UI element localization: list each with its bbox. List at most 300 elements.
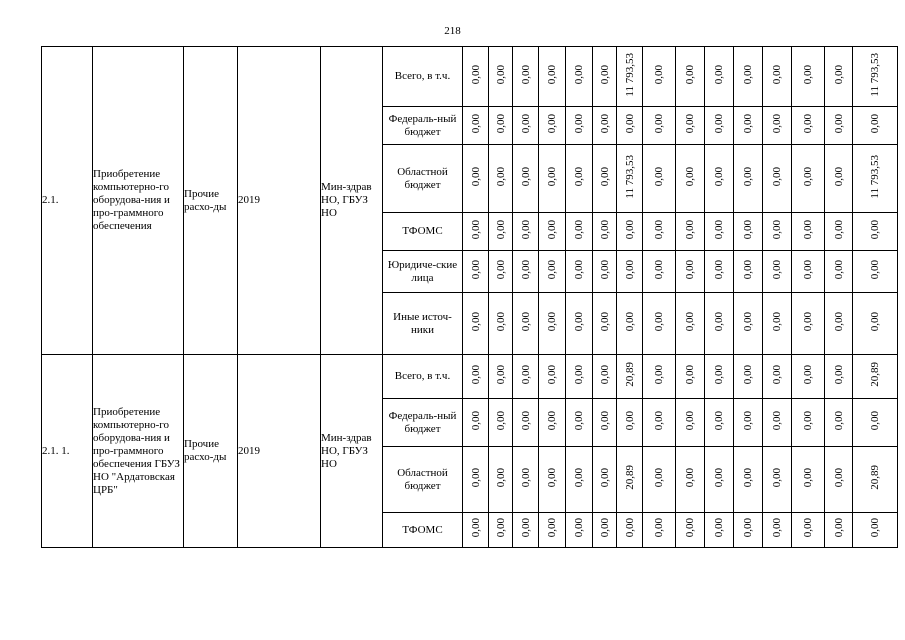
amount-value: 0,00 [713,166,725,187]
amount-value: 0,00 [742,113,754,134]
amount-value: 0,00 [832,219,845,240]
amount-cell [643,399,676,447]
amount-value: 0,00 [713,113,725,134]
amount-cell [792,447,825,513]
amount-cell [566,355,593,399]
amount-cell [539,447,566,513]
amount-value: 0,00 [771,166,783,187]
amount-cell [853,145,898,213]
amount-cell [539,47,566,107]
amount-cell [593,293,617,355]
amount-value: 0,00 [573,311,585,332]
amount-cell [853,355,898,399]
amount-value: 0,00 [832,364,845,385]
amount-cell [825,293,853,355]
amount-value: 0,00 [653,64,665,85]
amount-cell [566,47,593,107]
amount-cell [734,399,763,447]
page-number: 218 [444,25,461,37]
amount-value: 0,00 [653,219,665,240]
amount-cell [463,513,489,548]
amount-value: 0,00 [494,410,507,431]
amount-cell [734,355,763,399]
amount-cell [489,293,513,355]
amount-value: 0,00 [469,467,482,488]
amount-cell [853,513,898,548]
amount-cell [513,355,539,399]
amount-cell [825,107,853,145]
year: 2019 [238,47,321,355]
amount-cell [763,513,792,548]
amount-value: 0,00 [742,410,754,431]
amount-cell [617,145,643,213]
amount-value: 0,00 [623,311,636,332]
amount-cell [792,107,825,145]
amount-value: 0,00 [713,410,725,431]
funding-source: Всего, в т.ч. [383,355,463,399]
amount-value: 0,00 [653,166,665,187]
amount-cell [792,213,825,251]
amount-value: 0,00 [653,518,665,538]
amount-cell [513,213,539,251]
amount-value: 0,00 [742,311,754,332]
amount-cell [705,447,734,513]
amount-value: 0,00 [653,259,665,280]
amount-value: 0,00 [653,113,665,134]
amount-cell [676,251,705,293]
funding-source: Иные источ-ники [383,293,463,355]
amount-cell [489,145,513,213]
amount-value: 0,00 [546,166,558,187]
amount-value: 0,00 [869,518,881,538]
amount-value: 0,00 [802,64,814,85]
amount-cell [763,213,792,251]
amount-cell [539,513,566,548]
amount-cell [763,447,792,513]
amount-value: 0,00 [519,410,532,431]
amount-cell [763,251,792,293]
amount-value: 0,00 [684,467,696,488]
amount-cell [513,399,539,447]
amount-cell [463,47,489,107]
amount-value: 0,00 [653,311,665,332]
amount-value: 0,00 [623,410,636,431]
item-name: Приобретение компьютерно-го оборудова-ния и про-граммного обеспечения [93,47,184,355]
amount-cell [463,293,489,355]
executor: Мин-здрав НО, ГБУЗ НО [321,355,383,548]
amount-value: 0,00 [519,467,532,488]
amount-value: 0,00 [494,518,507,538]
amount-value: 11 793,53 [623,52,636,97]
amount-value: 0,00 [832,467,845,488]
amount-value: 0,00 [742,364,754,385]
amount-cell [734,251,763,293]
amount-cell [566,447,593,513]
amount-value: 0,00 [713,219,725,240]
amount-value: 0,00 [573,219,585,240]
amount-cell [643,47,676,107]
amount-value: 0,00 [802,219,814,240]
amount-value: 0,00 [771,219,783,240]
amount-value: 0,00 [742,259,754,280]
amount-value: 0,00 [802,166,814,187]
amount-cell [643,251,676,293]
amount-value: 0,00 [771,113,783,134]
amount-cell [853,213,898,251]
amount-cell [593,107,617,145]
amount-value: 0,00 [684,219,696,240]
amount-cell [513,47,539,107]
amount-cell [539,213,566,251]
amount-cell [705,107,734,145]
amount-value: 0,00 [546,410,558,431]
amount-cell [513,251,539,293]
amount-cell [566,293,593,355]
funding-source: Всего, в т.ч. [383,47,463,107]
amount-cell [734,145,763,213]
amount-value: 0,00 [713,64,725,85]
amount-value: 0,00 [771,467,783,488]
amount-cell [463,355,489,399]
amount-cell [566,213,593,251]
amount-value: 0,00 [598,113,611,134]
amount-value: 0,00 [832,410,845,431]
funding-source: ТФОМС [383,213,463,251]
amount-value: 0,00 [869,259,881,280]
amount-value: 11 793,53 [869,154,881,199]
amount-cell [792,293,825,355]
amount-cell [853,447,898,513]
amount-cell [566,399,593,447]
amount-value: 0,00 [573,113,585,134]
amount-value: 0,00 [598,467,611,488]
amount-cell [593,213,617,251]
amount-cell [489,107,513,145]
amount-value: 0,00 [832,311,845,332]
amount-cell [676,213,705,251]
amount-value: 0,00 [684,364,696,385]
amount-value: 20,89 [869,465,881,490]
amount-value: 0,00 [519,166,532,187]
amount-cell [489,47,513,107]
amount-cell [489,251,513,293]
amount-value: 0,00 [713,467,725,488]
amount-cell [643,355,676,399]
amount-cell [593,145,617,213]
amount-cell [792,513,825,548]
table-row [42,355,898,399]
executor: Мин-здрав НО, ГБУЗ НО [321,47,383,355]
amount-cell [566,107,593,145]
amount-cell [463,213,489,251]
amount-value: 0,00 [684,410,696,431]
amount-value: 0,00 [802,259,814,280]
amount-value: 0,00 [469,311,482,332]
amount-cell [676,107,705,145]
amount-cell [513,145,539,213]
amount-value: 0,00 [713,518,725,538]
expense-type: Прочие расхо-ды [184,355,238,548]
funding-source: Федераль-ный бюджет [383,107,463,145]
amount-cell [617,293,643,355]
amount-value: 0,00 [469,166,482,187]
amount-value: 0,00 [469,364,482,385]
amount-value: 0,00 [598,518,611,538]
amount-value: 0,00 [742,64,754,85]
amount-value: 0,00 [598,64,611,85]
amount-cell [643,513,676,548]
amount-value: 0,00 [546,113,558,134]
amount-value: 0,00 [832,113,845,134]
amount-cell [705,251,734,293]
amount-cell [539,107,566,145]
amount-value: 0,00 [598,311,611,332]
amount-cell [617,447,643,513]
amount-value: 0,00 [573,410,585,431]
amount-value: 0,00 [832,166,845,187]
funding-source: Областной бюджет [383,145,463,213]
amount-value: 0,00 [598,259,611,280]
amount-value: 0,00 [494,311,507,332]
amount-cell [513,513,539,548]
amount-cell [463,399,489,447]
amount-value: 0,00 [494,113,507,134]
amount-value: 0,00 [684,311,696,332]
amount-value: 0,00 [546,311,558,332]
amount-cell [539,145,566,213]
amount-cell [463,145,489,213]
amount-value: 0,00 [494,364,507,385]
amount-cell [825,251,853,293]
amount-value: 0,00 [573,364,585,385]
amount-value: 0,00 [519,364,532,385]
amount-cell [792,47,825,107]
expense-type: Прочие расхо-ды [184,47,238,355]
amount-cell [763,293,792,355]
amount-value: 0,00 [519,311,532,332]
amount-cell [513,447,539,513]
table-row [42,47,898,107]
funding-source: Юридиче-ские лица [383,251,463,293]
amount-value: 0,00 [802,311,814,332]
amount-cell [539,293,566,355]
year: 2019 [238,355,321,548]
amount-value: 0,00 [519,259,532,280]
amount-cell [763,47,792,107]
row-number: 2.1. 1. [42,355,93,548]
amount-value: 0,00 [771,364,783,385]
amount-cell [825,399,853,447]
amount-value: 0,00 [742,219,754,240]
amount-value: 0,00 [653,410,665,431]
amount-cell [763,107,792,145]
amount-value: 0,00 [598,364,611,385]
funding-source: Областной бюджет [383,447,463,513]
amount-value: 0,00 [684,259,696,280]
amount-cell [825,145,853,213]
amount-value: 0,00 [623,518,636,538]
amount-value: 20,89 [623,465,636,490]
amount-cell [513,107,539,145]
amount-value: 0,00 [713,259,725,280]
amount-cell [463,447,489,513]
amount-value: 0,00 [653,467,665,488]
amount-cell [489,399,513,447]
amount-value: 0,00 [684,518,696,538]
amount-value: 0,00 [771,410,783,431]
amount-cell [853,399,898,447]
amount-cell [734,447,763,513]
amount-value: 0,00 [869,113,881,134]
amount-cell [463,107,489,145]
amount-cell [539,399,566,447]
amount-cell [566,251,593,293]
amount-cell [617,513,643,548]
amount-value: 0,00 [684,64,696,85]
amount-value: 0,00 [653,364,665,385]
amount-cell [593,513,617,548]
amount-value: 0,00 [869,311,881,332]
amount-value: 0,00 [546,364,558,385]
amount-value: 11 793,53 [623,154,636,199]
amount-value: 0,00 [519,113,532,134]
amount-cell [792,355,825,399]
amount-cell [643,213,676,251]
amount-value: 0,00 [832,518,845,538]
amount-cell [643,107,676,145]
amount-cell [853,107,898,145]
amount-cell [825,213,853,251]
amount-value: 0,00 [623,259,636,280]
amount-value: 0,00 [546,467,558,488]
amount-value: 0,00 [623,113,636,134]
amount-value: 0,00 [469,518,482,538]
amount-cell [489,213,513,251]
item-name: Приобретение компьютерно-го оборудова-ния и про-граммного обеспечения ГБУЗ НО "Ардатовская ЦРБ" [93,355,184,548]
amount-cell [763,355,792,399]
amount-cell [853,47,898,107]
amount-value: 0,00 [684,113,696,134]
amount-cell [676,513,705,548]
amount-cell [825,513,853,548]
row-number: 2.1. [42,47,93,355]
amount-cell [825,355,853,399]
amount-value: 0,00 [546,64,558,85]
amount-cell [617,251,643,293]
amount-cell [676,145,705,213]
amount-cell [734,213,763,251]
amount-cell [825,47,853,107]
budget-table [41,46,898,548]
amount-value: 0,00 [713,311,725,332]
amount-cell [705,399,734,447]
amount-value: 0,00 [684,166,696,187]
amount-cell [734,293,763,355]
amount-cell [643,145,676,213]
amount-cell [617,213,643,251]
amount-cell [617,355,643,399]
amount-value: 0,00 [771,64,783,85]
amount-cell [617,47,643,107]
amount-value: 0,00 [771,518,783,538]
amount-cell [853,293,898,355]
amount-value: 0,00 [713,364,725,385]
amount-cell [705,213,734,251]
amount-cell [593,355,617,399]
amount-value: 0,00 [494,64,507,85]
amount-value: 0,00 [573,64,585,85]
amount-value: 0,00 [469,113,482,134]
amount-cell [734,513,763,548]
amount-value: 0,00 [869,219,881,240]
amount-cell [539,251,566,293]
amount-cell [617,399,643,447]
amount-value: 0,00 [832,64,845,85]
amount-cell [705,513,734,548]
amount-value: 0,00 [742,467,754,488]
amount-cell [734,107,763,145]
amount-cell [792,145,825,213]
amount-value: 0,00 [469,259,482,280]
amount-cell [676,355,705,399]
amount-value: 0,00 [802,410,814,431]
amount-cell [705,47,734,107]
amount-value: 0,00 [869,410,881,431]
amount-cell [513,293,539,355]
amount-value: 0,00 [519,64,532,85]
amount-value: 0,00 [573,467,585,488]
amount-cell [825,447,853,513]
amount-value: 0,00 [573,518,585,538]
amount-value: 0,00 [623,219,636,240]
amount-cell [463,251,489,293]
amount-cell [593,447,617,513]
amount-cell [489,355,513,399]
amount-cell [643,447,676,513]
amount-value: 0,00 [573,259,585,280]
amount-value: 0,00 [802,364,814,385]
amount-cell [705,355,734,399]
amount-value: 0,00 [519,219,532,240]
funding-source: Федераль-ный бюджет [383,399,463,447]
amount-value: 0,00 [469,64,482,85]
amount-cell [734,47,763,107]
amount-value: 0,00 [771,259,783,280]
amount-value: 0,00 [802,467,814,488]
amount-value: 0,00 [546,219,558,240]
amount-value: 0,00 [832,259,845,280]
amount-cell [566,513,593,548]
amount-value: 0,00 [546,518,558,538]
amount-value: 0,00 [469,219,482,240]
amount-cell [792,251,825,293]
amount-value: 0,00 [494,259,507,280]
amount-cell [705,145,734,213]
amount-cell [676,47,705,107]
amount-cell [763,145,792,213]
amount-value: 0,00 [494,219,507,240]
amount-cell [676,293,705,355]
amount-value: 0,00 [771,311,783,332]
amount-cell [593,399,617,447]
amount-cell [566,145,593,213]
amount-cell [593,251,617,293]
amount-cell [489,513,513,548]
amount-value: 0,00 [742,166,754,187]
table-body [42,47,898,548]
amount-cell [676,399,705,447]
amount-cell [763,399,792,447]
